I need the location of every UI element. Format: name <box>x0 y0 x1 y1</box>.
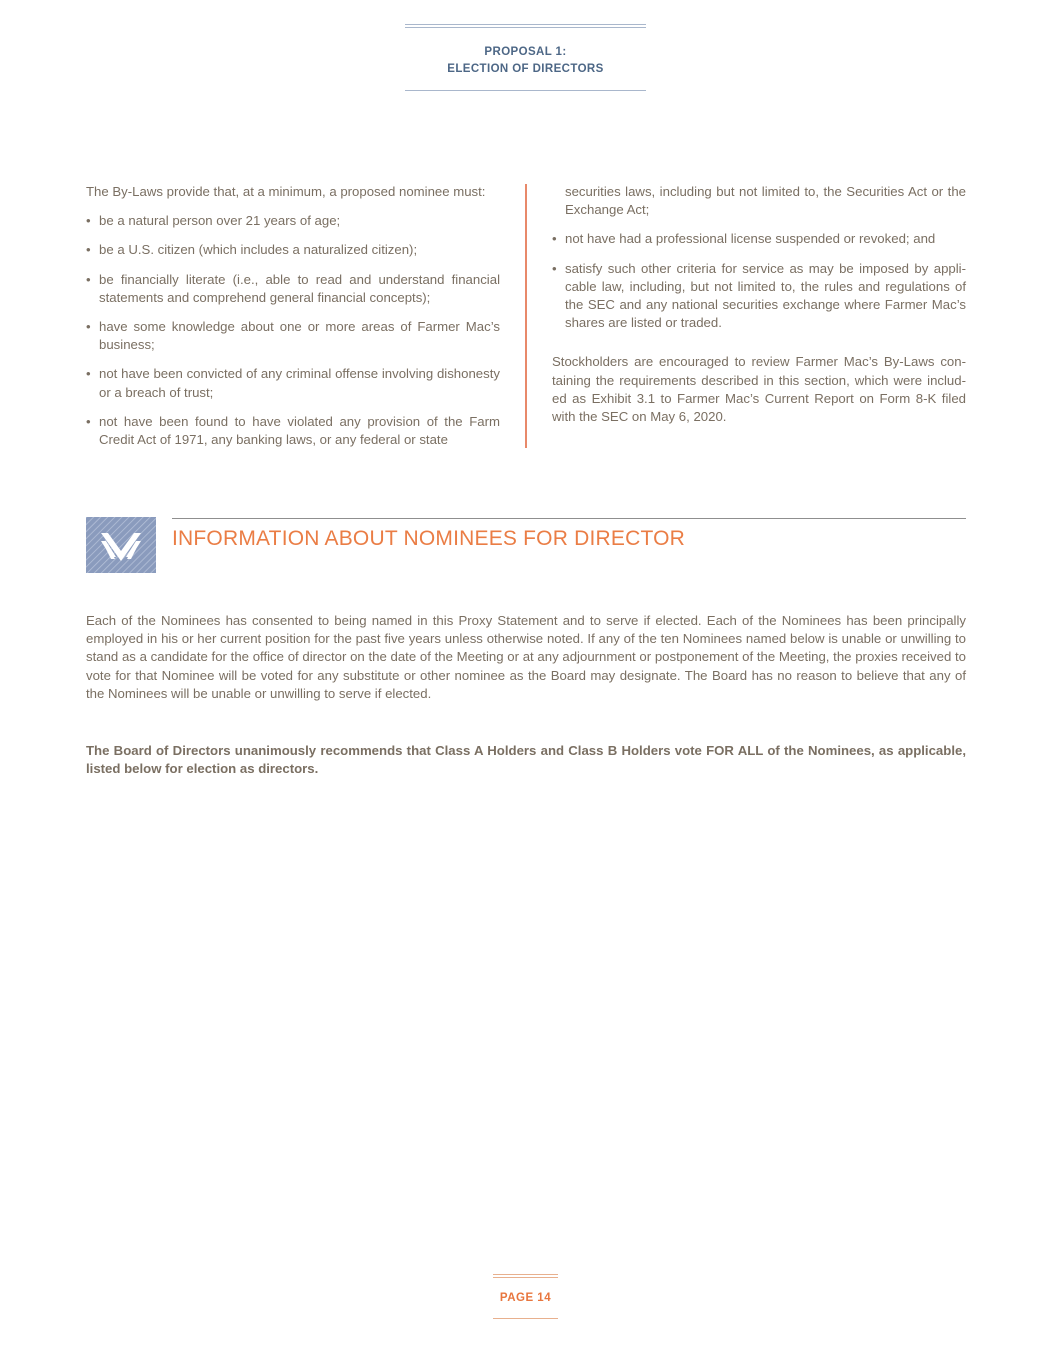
board-recommendation: The Board of Directors unanimously recommends that Class A Holders and Class B Holders vote FOR ALL of the Nominees, as applicable, listed below for election as directors. <box>86 743 966 777</box>
criteria-intro: The By-Laws provide that, at a minimum, a proposed nominee must: <box>86 184 486 199</box>
section-rule <box>172 518 966 519</box>
list-item: • not have been convicted of any criminal offense involving dishonesty or a breach of trust; <box>86 365 500 401</box>
list-item: • satisfy such other criteria for service as may be imposed by appli-cable law, including, but not limited to, the rules and regulations of the SEC and any national securities exchange where Farmer Mac’s shares are listed or traded. <box>552 260 966 333</box>
column-divider <box>525 184 527 448</box>
header-line-1: PROPOSAL 1: <box>484 46 567 58</box>
header-line-2: ELECTION OF DIRECTORS <box>447 63 604 75</box>
page-header <box>405 24 646 91</box>
list-item: • not have been found to have violated any provision of the Farm Credit Act of 1971, any banking laws, or any federal or state <box>86 413 500 449</box>
page-footer <box>493 1274 558 1319</box>
nominees-paragraph: Each of the Nominees has consented to being named in this Proxy Statement and to serve if elected. Each of the Nominees has been principally employed in his or her current position for the past five years unless otherwise noted. If any of the ten Nominees named below is unable or unwilling to stand as a candidate for the office of director on the date of the Meeting or at any adjournment or postponement of the Meeting, the proxies received to vote for that Nominee will be voted for any substitute or other nominee as the Board may designate. The Board has no reason to believe that any of the Nominees will be unable or unwilling to serve if elected. <box>86 613 966 701</box>
farmer-mac-logo-icon <box>86 517 156 573</box>
list-item: • not have had a professional license suspended or revoked; and <box>552 230 966 248</box>
list-item: • be a U.S. citizen (which includes a naturalized citizen); <box>86 241 500 259</box>
footer-single-rule <box>493 1318 558 1319</box>
list-item: • be a natural person over 21 years of age; <box>86 212 500 230</box>
list-item: • be financially literate (i.e., able to read and understand financial statements and comprehend general financial concepts); <box>86 271 500 307</box>
header-title <box>405 28 646 90</box>
list-item: • have some knowledge about one or more areas of Farmer Mac’s business; <box>86 318 500 354</box>
list-item-continuation: securities laws, including but not limited to, the Securities Act or the Exchange Act; <box>565 184 966 218</box>
section-title: INFORMATION ABOUT NOMINEES FOR DIRECTOR <box>172 527 685 550</box>
left-column <box>86 183 500 460</box>
criteria-list-left <box>86 212 500 449</box>
right-column <box>552 183 966 437</box>
criteria-list-right <box>552 183 966 332</box>
bylaws-review-note: Stockholders are encouraged to review Farmer Mac’s By-Laws con-taining the requirements described in this section, which were includ-ed as Exhibit 3.1 to Farmer Mac’s Current Report on Form 8-K filed with the SEC on May 6, 2020. <box>552 354 966 425</box>
page-number: PAGE 14 <box>499 1292 552 1304</box>
header-single-rule <box>405 90 646 91</box>
